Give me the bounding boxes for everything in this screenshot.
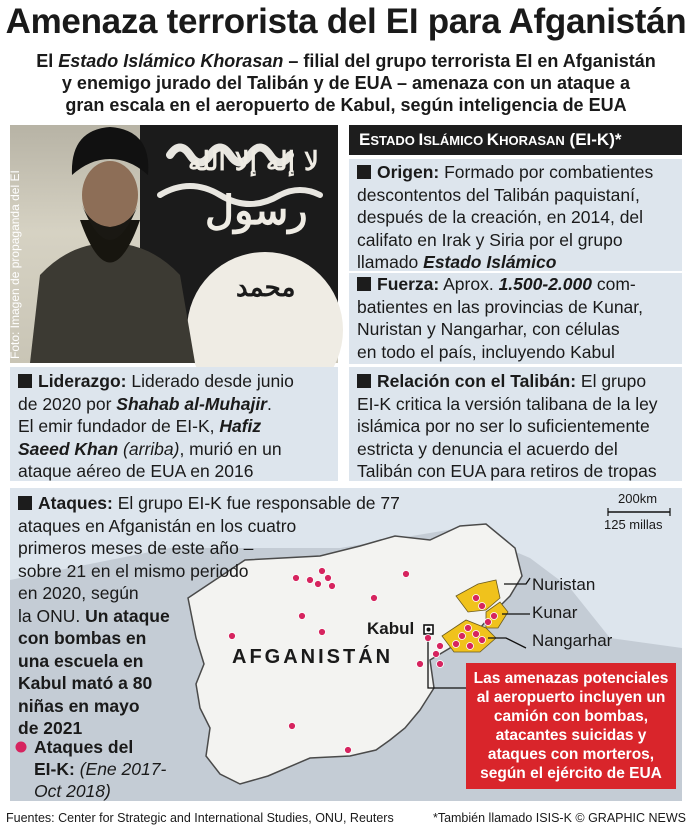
capital-label: Kabul [367,619,415,638]
bullet-square [18,374,32,388]
attack-dot [473,631,480,638]
airport-threat-callout [466,663,676,789]
leadership-text: El emir fundador de EI-K, [18,416,220,436]
founder-name: Hafiz [219,416,262,436]
fighter-count: 1.500-2.000 [498,274,592,294]
callout-line: al aeropuerto incluyen un [476,689,666,706]
legend-range: (Ene 2017- [74,759,167,779]
country-label: AFGANISTÁN [232,646,394,668]
leadership-text: Liderado desde junio [126,371,294,391]
strength-text: Nuristan y Nangarhar, con células [357,319,620,339]
attacks-line: la ONU. [18,605,86,626]
attacks-label: Ataques: [38,493,113,513]
legend [34,736,166,802]
ek-header-part: I [418,130,424,149]
attack-dot [465,625,472,632]
attacks-line: El grupo EI-K fue responsable de 77 [112,493,400,513]
origin-text: después de la creación, en 2014, del [357,207,644,227]
legend-label: Ataques del [34,737,134,757]
leadership-text: de 2020 por [18,393,117,414]
attacks-emphasis: una escuela en [18,650,144,671]
origin-panel [349,159,682,271]
attack-dot [467,643,474,650]
relation-text: estricta y denuncia el acuerdo del [357,438,618,459]
leadership-note: (arriba) [118,438,180,459]
leader-name: Shahab al-Muhajir [116,393,267,414]
origin-text: llamado [357,252,424,272]
bullet-square [357,165,371,179]
origin-label: Origen: [377,162,440,182]
ek-header-part: (EI-K)* [564,130,622,149]
strength-text: en todo el país, incluyendo Kabul [357,341,615,362]
strength-text: batientes en las provincias de Kunar, [357,296,644,317]
photo-credit: Foto: Imagen de propaganda del EI [8,170,22,359]
subtitle [16,50,676,116]
leadership-text: . [267,393,272,414]
attacks-emphasis: de 2021 [18,718,83,738]
ek-header-part: K [486,130,500,149]
subtitle-part: – filial del grupo terrorista EI en Afganistán [283,51,656,71]
footer [6,811,686,825]
attacks-emphasis: Kabul mató a 80 [18,673,153,693]
attacks-line: ataques en Afganistán en los cuatro [18,515,297,536]
attack-dot [473,595,480,602]
bullet-square [357,374,371,388]
leader-photo [10,125,338,363]
leadership-panel [10,367,338,481]
attack-dot [485,619,492,626]
callout-line: camión con bombas, [493,708,649,725]
attacks-emphasis: niñas en mayo [18,695,140,716]
attack-dot [459,633,466,640]
strength-text: Aprox. [439,274,499,294]
strength-text: com- [592,274,636,294]
flag-script-line2: رسول [205,187,308,234]
province-label-nuristan: Nuristan [532,575,596,594]
relation-text: El grupo [576,371,647,391]
subtitle-group-name: Estado Islámico Khorasan [58,51,284,71]
attack-dot [491,613,498,620]
attacks-emphasis: Un ataque [85,605,170,626]
attack-dot [479,637,486,644]
subtitle-line: gran escala en el aeropuerto de Kabul, según inteligencia de EUA [65,95,627,115]
origin-text: califato en Irak y Siria por el grupo [357,229,623,250]
province-label-nangarhar: Nangarhar [532,631,613,650]
callout-line: Las amenazas potenciales [473,670,669,687]
leadership-text: , murió en un [179,438,282,459]
attacks-line: en 2020, según [18,583,139,603]
origin-emphasis: Estado Islámico [423,252,557,272]
leadership-text: ataque aéreo de EUA en 2016 [18,461,254,481]
strength-panel [349,273,682,364]
callout-line: según el ejército de EUA [480,765,662,782]
subtitle-part: El [36,51,59,71]
relation-panel [349,367,682,481]
ek-header-part: STADO [370,133,419,148]
scale-km: 200km [618,491,658,506]
bullet-square [18,496,32,510]
attacks-emphasis: con bombas en [18,628,147,648]
credit: © GRAPHIC NEWS [575,811,686,825]
strength-label: Fuerza: [377,274,440,294]
bullet-square [357,277,371,291]
relation-label: Relación con el Talibán: [377,371,577,391]
sources: Fuentes: Center for Strategic and International Studies, ONU, Reuters [6,811,394,825]
ek-header [349,125,682,155]
attacks-line: primeros meses de este año – [18,538,254,558]
origin-text: descontentos del Talibán paquistaní, [357,184,640,205]
flag-script-line1: لا إله إلا الله [188,147,319,177]
relation-text: islámica por no ser lo suficientemente [357,416,650,436]
flag-script-line3: محمد [236,273,296,303]
leadership-label: Liderazgo: [38,371,127,391]
province-label-kunar: Kunar [532,603,578,622]
ek-header-part: HORASAN [499,133,565,148]
subtitle-line: y enemigo jurado del Talibán y de EUA – amenaza con un ataque a [61,73,631,93]
headline: Amenaza terrorista del EI para Afganistán [5,2,687,41]
ek-header-part: SLÁMICO [423,133,487,148]
relation-text: EI-K critica la versión talibana de la ley [357,393,658,414]
legend-label: EI-K: [34,759,75,779]
relation-text: Talibán con EUA para retiros de tropas [357,461,657,481]
origin-text: Formado por combatientes [439,162,654,182]
legend-dot [16,742,27,753]
attacks-line: sobre 21 en el mismo periodo [18,560,249,581]
attacks-text [18,492,438,740]
attack-dot [453,641,460,648]
footnote: *También llamado ISIS-K [432,811,572,825]
attack-dot [345,747,352,754]
legend-range: Oct 2018) [34,781,111,801]
callout-line: atacantes suicidas y [495,727,647,744]
ek-header-part: E [359,130,371,149]
founder-name: Saeed Khan [18,438,119,459]
callout-line: ataques con morteros, [487,746,655,763]
scale-miles: 125 millas [604,517,663,532]
attack-dot [479,603,486,610]
